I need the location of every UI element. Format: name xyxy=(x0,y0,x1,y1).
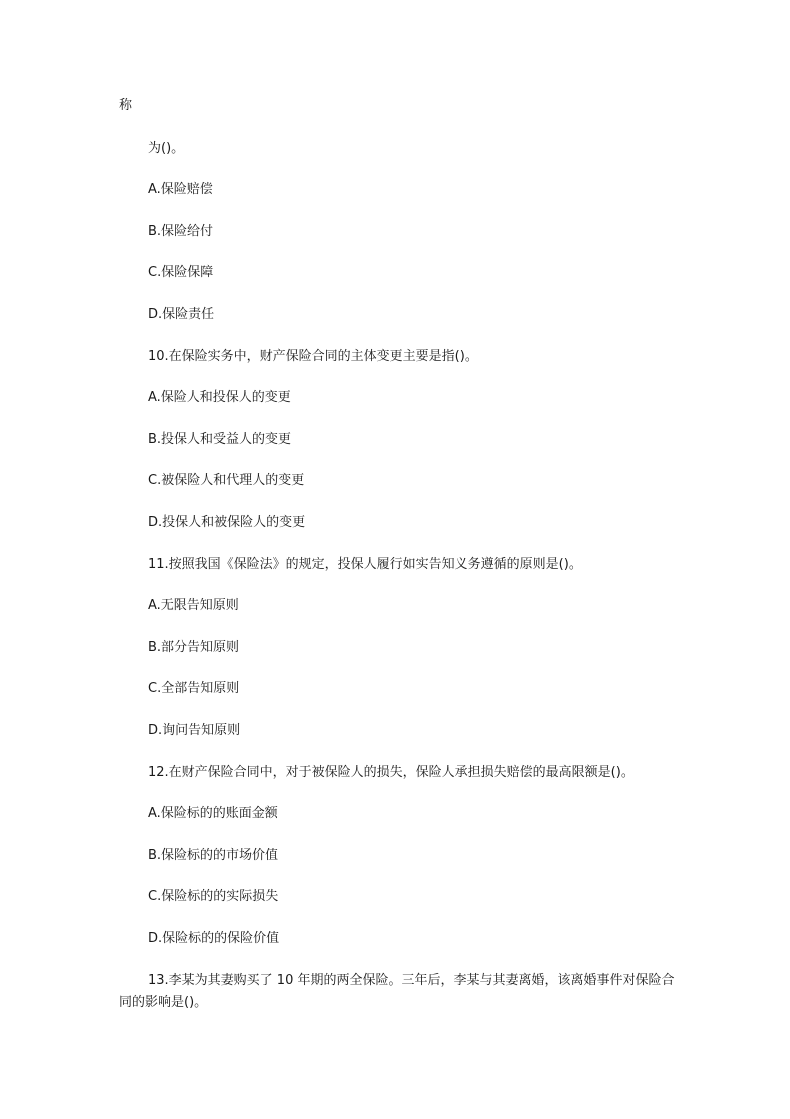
option-d: D.询问告知原则 xyxy=(148,723,241,738)
option-b: B.保险给付 xyxy=(148,224,214,239)
option-d: D.投保人和被保险人的变更 xyxy=(148,515,306,530)
option-d: D.保险责任 xyxy=(148,307,215,322)
option-c: C.保险标的的实际损失 xyxy=(148,889,279,904)
option-a: A.保险人和投保人的变更 xyxy=(148,390,291,405)
question-12: 12.在财产保险合同中，对于被保险人的损失，保险人承担损失赔偿的最高限额是()。 xyxy=(148,765,634,780)
question-11: 11.按照我国《保险法》的规定，投保人履行如实告知义务遵循的原则是()。 xyxy=(148,557,582,572)
option-a: A.无限告知原则 xyxy=(148,598,239,613)
option-c: C.保险保障 xyxy=(148,265,214,280)
option-d: D.保险标的的保险价值 xyxy=(148,931,280,946)
question-10: 10.在保险实务中，财产保险合同的主体变更主要是指()。 xyxy=(148,349,478,364)
option-b: B.保险标的的市场价值 xyxy=(148,848,279,863)
option-c: C.全部告知原则 xyxy=(148,681,240,696)
text-fragment: 称 xyxy=(119,98,133,113)
option-a: A.保险赔偿 xyxy=(148,182,213,197)
option-b: B.投保人和受益人的变更 xyxy=(148,432,292,447)
option-b: B.部分告知原则 xyxy=(148,640,240,655)
option-a: A.保险标的的账面金额 xyxy=(148,806,278,821)
question-13: 13.李某为其妻购买了 10 年期的两全保险。三年后，李某与其妻离婚，该离婚事件对保险合同的影响是()。 xyxy=(119,973,675,1010)
option-c: C.被保险人和代理人的变更 xyxy=(148,473,305,488)
question-9-stem-end: 为()。 xyxy=(148,141,185,156)
